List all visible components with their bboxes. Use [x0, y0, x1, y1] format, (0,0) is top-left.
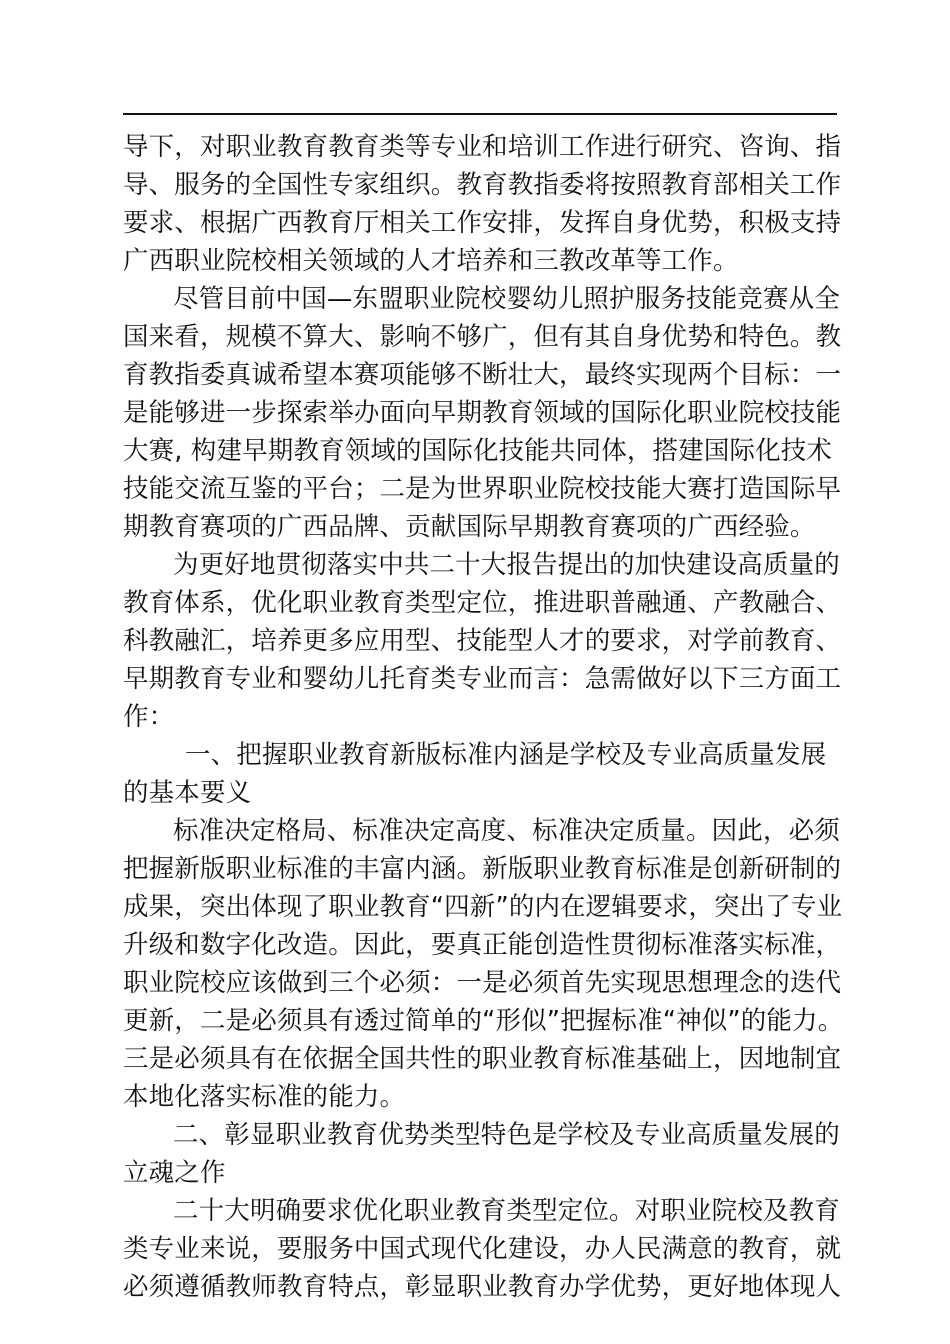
header-rule [123, 113, 837, 115]
text-line: 类专业来说，要服务中国式现代化建设，办人民满意的教育，就 [123, 1234, 842, 1264]
text-line: 广西职业院校相关领域的人才培养和三教改革等工作。 [123, 246, 739, 276]
text-line: 本地化落实标准的能力。 [123, 1082, 406, 1112]
text-line: 更新，二是必须具有透过简单的“形似”把握标准“神似”的能力。 [123, 1006, 844, 1036]
text-line: 要求、根据广西教育厅相关工作安排，发挥自身优势，积极支持 [123, 208, 842, 238]
text-line: 科教融汇，培养更多应用型、技能型人才的要求，对学前教育、 [123, 626, 842, 656]
text-line: 大赛, 构建早期教育领域的国际化技能共同体，搭建国际化技术 [123, 436, 833, 466]
paragraph-start-line: 标准决定格局、标准决定高度、标准决定质量。因此，必须 [173, 816, 840, 846]
text-line: 育教指委真诚希望本赛项能够不断壮大，最终实现两个目标：一 [123, 360, 842, 390]
paragraph-start-line: 二十大明确要求优化职业教育类型定位。对职业院校及教育 [173, 1196, 840, 1226]
text-line: 技能交流互鉴的平台；二是为世界职业院校技能大赛打造国际早 [123, 474, 842, 504]
paragraph-start-line: 为更好地贯彻落实中共二十大报告提出的加快建设高质量的 [173, 550, 840, 580]
text-line: 期教育赛项的广西品牌、贡献国际早期教育赛项的广西经验。 [123, 512, 816, 542]
document-body [123, 128, 844, 1306]
text-line: 成果，突出体现了职业教育“四新”的内在逻辑要求，突出了专业 [123, 892, 843, 922]
text-line: 导、服务的全国性专家组织。教育教指委将按照教育部相关工作 [123, 170, 842, 200]
paragraph-start-line: 尽管目前中国—东盟职业院校婴幼儿照护服务技能竞赛从全 [173, 284, 840, 314]
text-line: 把握新版职业标准的丰富内涵。新版职业教育标准是创新研制的 [123, 854, 842, 884]
text-line: 三是必须具有在依据全国共性的职业教育标准基础上，因地制宜 [123, 1044, 842, 1074]
section-heading-1-cont: 的基本要义 [123, 778, 252, 808]
section-heading-2: 二、彰显职业教育优势类型特色是学校及专业高质量发展的 [173, 1120, 840, 1150]
text-line: 升级和数字化改造。因此，要真正能创造性贯彻标准落实标准， [123, 930, 842, 960]
text-line: 是能够进一步探索举办面向早期教育领域的国际化职业院校技能 [123, 398, 842, 428]
text-line: 早期教育专业和婴幼儿托育类专业而言：急需做好以下三方面工 [123, 664, 842, 694]
text-line: 职业院校应该做到三个必须：一是必须首先实现思想理念的迭代 [123, 968, 842, 998]
text-line: 教育体系，优化职业教育类型定位，推进职普融通、产教融合、 [123, 588, 842, 618]
text-line: 导下，对职业教育教育类等专业和培训工作进行研究、咨询、指 [123, 132, 842, 162]
text-line: 国来看，规模不算大、影响不够广，但有其自身优势和特色。教 [123, 322, 842, 352]
section-heading-1: 一、把握职业教育新版标准内涵是学校及专业高质量发展 [185, 740, 827, 770]
section-heading-2-cont: 立魂之作 [123, 1158, 226, 1188]
text-line: 作： [123, 702, 175, 732]
text-line: 必须遵循教师教育特点，彰显职业教育办学优势，更好地体现人 [123, 1272, 842, 1302]
